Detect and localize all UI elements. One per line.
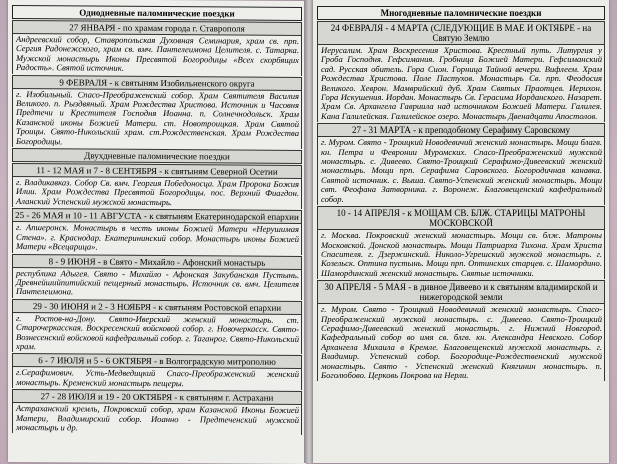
section-body: г. Муром. Свято - Троицкий Новодевичий женский монастырь. Мощи благв. кн. Петра и Февронии Муромских. Спасо-Преображенский мужской монастырь. с. Дивеево. Свято-Троицкий Серафимо-Дивеевский женский монастырь. Мощи прп. Серафима Саровского. Богородичная канавка. Святой источник. с. Выша. Свято-Успенский женский монастырь. Мощи свт. Феофана Затворника. г. Воронеж. Благовещенский кафедральный собор. — [317, 137, 605, 205]
section-header: 27 - 31 МАРТА - к преподобному Серафиму Саровскому — [317, 123, 605, 137]
section-header: 24 ФЕВРАЛЯ - 4 МАРТА (СЛЕДУЮЩИЕ В МАЕ И ОКТЯБРЕ - на Святую Землю — [317, 21, 605, 45]
section-header: 30 АПРЕЛЯ - 5 МАЯ - в дивное Дивеево и к святыням владимирской и нижегородской земли — [317, 280, 605, 304]
right-document — [317, 6, 605, 381]
right-title: Многодневные паломнические поездки — [317, 6, 605, 20]
section-body: г. Ростов-на-Дону. Свято-Иверский женский монастырь. ст. Старочеркасская. Воскресенский войсковой собор. г. Новочеркасск. Свято-Вознесенский войсковой кафедральный собор. г. Таганрог. Свято-Никольский храм. — [12, 313, 302, 355]
left-title: Одиодневные паломнические поездки — [12, 5, 302, 21]
section-header: 27 ЯНВАРЯ - по храмам города г. Ставрополя — [12, 20, 302, 36]
left-page — [8, 0, 306, 464]
section-header: 29 - 30 ИЮНЯ и 2 - 3 НОЯБРЯ - к святыням Ростовской епархии — [12, 299, 302, 315]
section-header: 25 - 26 МАЯ и 10 - 11 АВГУСТА - к святыням Екатеринодарской епархии — [12, 208, 302, 224]
right-page — [313, 0, 609, 463]
section-body: Иерусалим. Храм Воскресения Христова. Крестный путь. Литургия у Гроба Господня. Гефсимания. Гробница Божией Матери. Гефсиманский сад. Русская обитель. Гора Сион. Горница Тайной вечери. Вифлеем. Храм Рождества Христова. Поле Пастухов. Монастырь Св. прп. Феодосия Великого. Хеврон. Мамврийский дуб. Храм Святых Праотцев. Иерихон. Гора Искушения. Иордан. Монастырь Св. Герасима Иорданского. Назарет. Храм Св. Архангела Гавриила над источником Божией Матери. Галилея. Кана Галилейская. Галилейское озеро. Монастырь Двенадцати Апостолов. — [317, 45, 605, 122]
left-document — [12, 5, 302, 435]
section-header: Двухдневные паломнические поездки — [12, 148, 302, 164]
section-header: 10 - 14 АПРЕЛЯ - к МОЩАМ СВ. БЛЖ. СТАРИЦЫ МАТРОНЫ МОСКОВСКОЙ — [317, 206, 605, 230]
section-body: г. Апшеронск. Монастырь в честь иконы Божией Матери «Нерушимая Стена». г. Краснодар. Екатерининский собор. Монастырь иконы Божией Матери «Всецарица». — [12, 222, 302, 254]
section-body: Астраханский кремль, Покровский собор, храм Казанской Иконы Божией Матери, Владимирский собор. Иоанно - Предтеченский мужской монастырь и др. — [12, 403, 302, 435]
section-body: г. Владикавказ. Собор Св. вмч. Георгия Победоносца. Храм Пророка Божия Илии. Храм Рождества Пресвятой Богородицы. пос. Верхний Фиагдон. Аланский Успенский мужской монастырь. — [12, 177, 302, 209]
section-body: г. Москва. Покровский женский монастырь. Мощи св. блж. Матроны Московской. Донской монастырь. Мощи Патриарха Тихона. Храм Христа Спасителя. г. Дзержинский. Николо-Угрешский мужской монастырь. г. Козельск. Оптина пустынь. Мощи прп. Оптинских старцев. с. Шамордино. Шамординский женский монастырь. Святые источники. — [317, 230, 605, 279]
section-header: 6 - 7 ИЮЛЯ и 5 - 6 ОКТЯБРЯ - в Волгоградскую митрополию — [12, 353, 302, 369]
section-body: г.Серафимович. Усть-Медведицкий Спасо-Преображенский женский монастырь. Кременский монастырь пещеры. — [12, 367, 302, 390]
section-header: 8 - 9 ИЮНЯ - в Свято - Михайло - Афонский монастырь — [12, 253, 302, 269]
section-header: 27 - 28 ИЮЛЯ и 19 - 20 ОКТЯБРЯ - к святыням г. Астрахани — [12, 389, 302, 405]
section-header: 11 - 12 МАЯ и 7 - 8 СЕНТЯБРЯ - к святыням Северной Осетии — [12, 163, 302, 179]
section-body: Андреевский собор, Ставропольская Духовная Семинария, храм св. прп. Сергия Радонежского, храм св. вмч. Пантелеимона Целителя. с. Татарка. Мужской монастырь Иконы Пресвятой Богородицы «Всех скорбящих Радость». Святой источник. — [12, 34, 302, 76]
section-header: 9 ФЕВРАЛЯ - к святыням Изобильненского округа — [12, 75, 302, 91]
section-body: г. Муром. Свято - Троицкий Новодевичий женский монастырь. Спасо-Преображенский мужской монастырь. с. Дивеево. Свято-Троицкий Серафимо-Дивеевский женский монастырь. г. Нижний Новгород. Кафедральный собор во имя св. блгв. кн. Александра Невского. Собор Архангела Михаила в Кремле. Благовещенский мужской монастырь. г. Владимир. Успенский собор. Богородице-Рождественский мужской монастырь. Свято - Успенский женский Княгинин монастырь. п. Боголюбово. Церковь Покрова на Нерли. — [317, 304, 605, 381]
section-body: республика Адыгея. Свято - Михайло - Афонская Закубанская Пустынь. Древнейшийпитийский пещерный монастырь. Источник св. вмч. Целителя Пантелеимона. — [12, 267, 302, 299]
section-body: г. Изобильный. Спасо-Преображенский собор. Храм Святителя Василия Великого. п. Рыздвяный. Храм Рождества Христова. Источник и Часовня Предтечи и Крестителя Господня Иоанна. п. Солнечнодольск. Храм Казанской иконы Божией Матери. ст. Новотроицкая. Храм Святой Троицы. Свято-Никольский храм. ст.Рождественская. Храм Рождества Богородицы. — [12, 89, 302, 149]
